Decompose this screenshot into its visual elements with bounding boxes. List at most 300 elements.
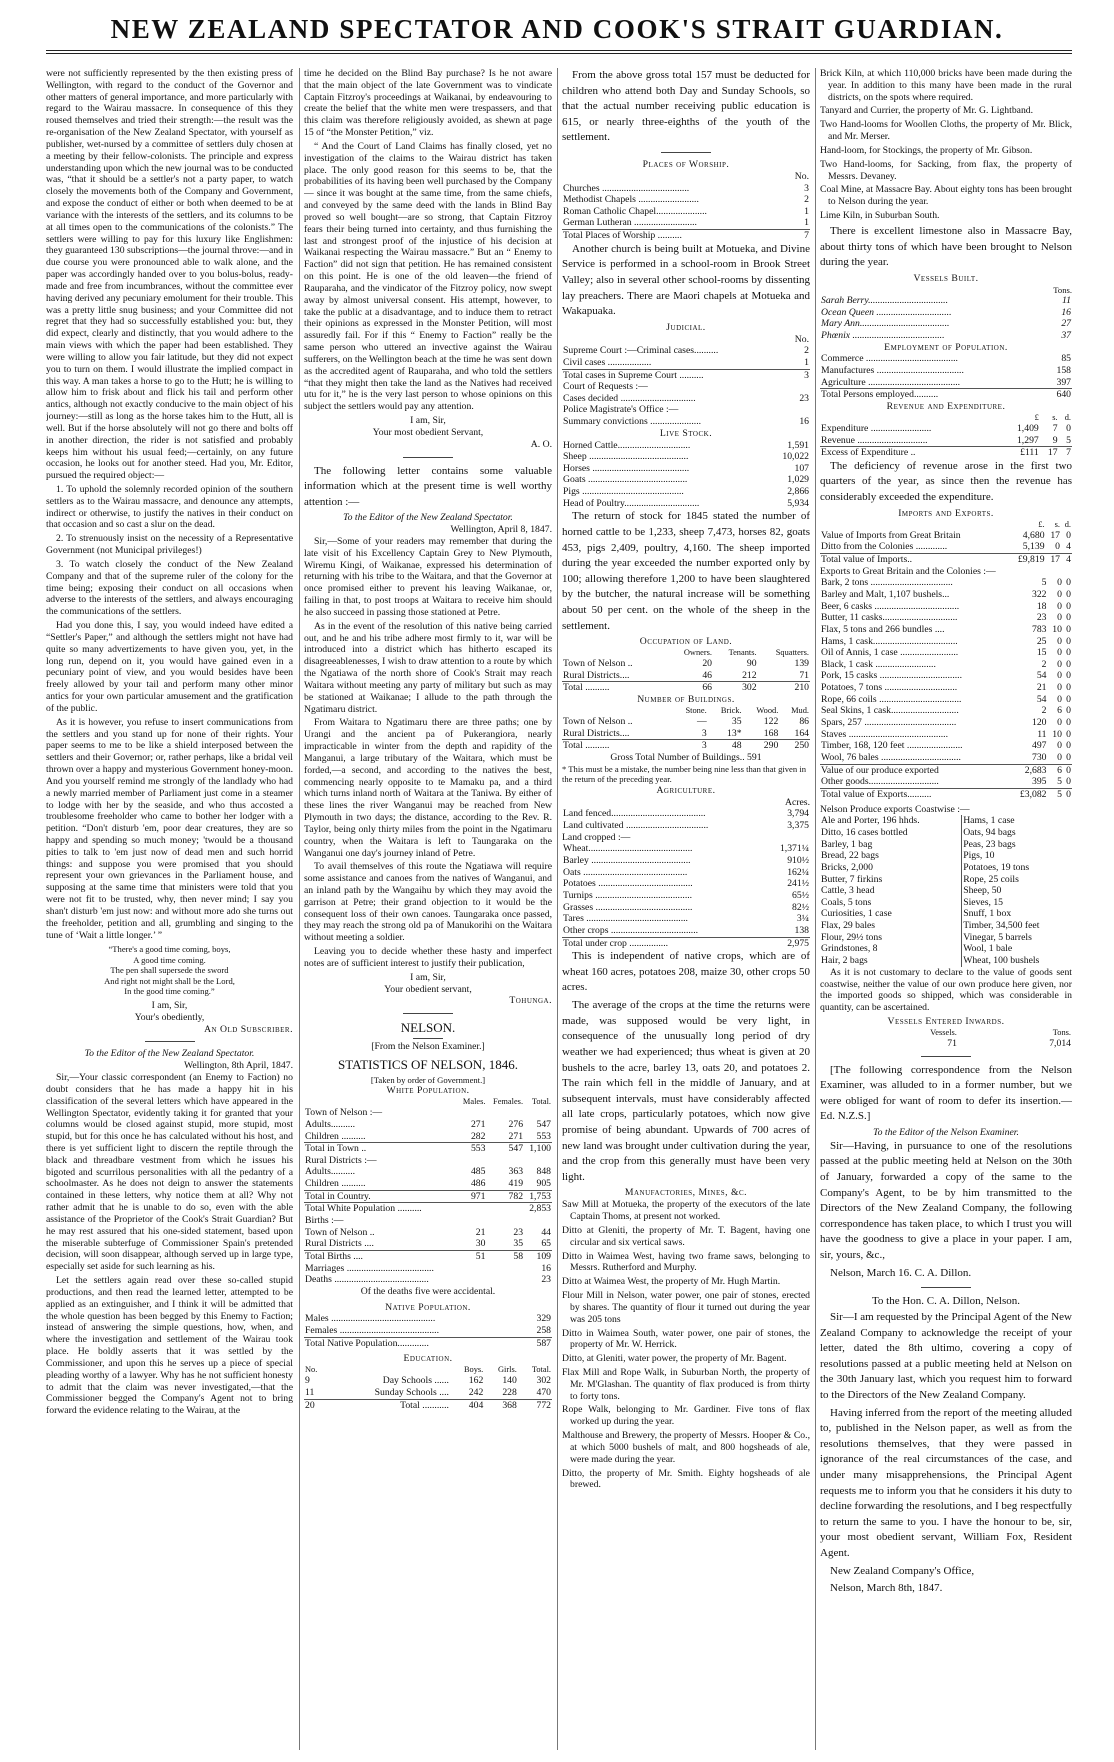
letter-heading: To the Hon. C. A. Dillon, Nelson.	[871, 1295, 1021, 1308]
col4-paragraph: Nelson, March 8th, 1847.	[830, 1582, 943, 1595]
table-cell: 3¼	[796, 913, 809, 925]
table-row	[820, 705, 1072, 717]
table-cell: 27	[1061, 318, 1071, 330]
table-cell: Vinegar, 5 barrels	[963, 931, 1032, 943]
table-cell: Pork, 15 casks ..................................	[821, 670, 963, 682]
table-cell: Potatoes, 7 tons ..............................	[821, 682, 958, 694]
table-cell: 0	[1066, 647, 1071, 659]
table-cell: 120	[1031, 717, 1047, 729]
table-row	[820, 682, 1072, 694]
separator	[403, 457, 453, 458]
table-row	[562, 206, 810, 218]
table-cell: Total ..........	[562, 682, 668, 694]
table-cell: Rural Districts :—	[305, 1154, 377, 1166]
masthead-title: NEW ZEALAND SPECTATOR AND COOK'S STRAIT GUARDIAN.	[110, 14, 1004, 44]
buildings-gross: Gross Total Number of Buildings.. 591	[610, 751, 762, 763]
col1-paragraph: Had you done this, I say, you would indeed have edited a “Settler's Paper,” and although the settlers might not have had quite so many advertizements to have given you, yet, in the long run, depend on it, you would have gained even in a pecuniary point of view, and you would besides have been freely allowed by your tail and perform many other minor antics for your own particular amusement and the gratification of the public.	[46, 620, 293, 714]
table-cell: 0	[1066, 635, 1071, 647]
table-row	[820, 636, 1072, 648]
table-cell: 1,591	[787, 439, 809, 451]
table-cell: 3	[701, 727, 707, 739]
table-row	[820, 874, 1072, 886]
table-cell: 0	[1066, 670, 1071, 682]
table-row	[304, 1119, 552, 1131]
col2-paragraph: Sir,—Some of your readers may remember that during the late visit of his Excellency Captain Grey to New Plymouth, Wiremu Kingi, of Waikanae, expressed his determination of returning with his tribe to the Waitara, and that the Governor at once promised either to prevent his leaving Waikanae, or, failing in that, to post troops at Waitara to receive him should he also succeed in passing those stationed at Petre.	[304, 535, 552, 618]
tons-header: Tons.	[1053, 284, 1072, 295]
table-cell: £3,082	[1010, 788, 1048, 800]
table-cell: 107	[794, 462, 809, 474]
table-cell: 35	[513, 1238, 524, 1250]
table-cell: 23	[541, 1274, 551, 1286]
table-cell: 1,371¼	[779, 843, 809, 855]
table-cell: 250	[779, 740, 810, 752]
table-cell: 162¼	[787, 866, 809, 878]
table-cell: Agriculture ......................................	[821, 376, 961, 388]
manufactories-list	[820, 68, 1072, 222]
table-cell	[458, 1215, 487, 1227]
table-cell: Goats .........................................	[563, 474, 688, 486]
col1-paragraph: 2. To strenuously insist on the necessity of a Representative Government (not Municipal privileges!)	[46, 533, 293, 557]
table-cell: 162	[468, 1375, 484, 1387]
table-cell: 5	[1066, 434, 1071, 446]
buildings-table	[562, 706, 810, 752]
table-cell: 23	[1036, 612, 1047, 624]
col4-paragraph: As it is not customary to declare to the value of goods sent coastwise, neither the value of our own produce here given, nor the imported goods so shipped, which was considerable in quantity, can be ascertained.	[820, 966, 1072, 1014]
table-cell	[486, 1203, 524, 1215]
table-cell: 1	[804, 205, 809, 217]
table-cell: 271	[470, 1118, 486, 1130]
column-1	[46, 68, 293, 1750]
table-row	[304, 1250, 552, 1262]
table-cell	[787, 404, 810, 416]
table-row	[562, 867, 810, 879]
table-cell: 0	[1066, 422, 1071, 434]
table-cell: 0	[1066, 529, 1071, 541]
list-item: Malthouse and Brewery, the property of Messrs. Hooper & Co., at which 5000 bushels of malt, and 800 hogsheads of ale, were made during the year.	[562, 1430, 810, 1465]
table-row	[820, 318, 1072, 330]
table-row	[820, 447, 1072, 459]
table-cell: No.	[794, 170, 809, 182]
table-cell: 258	[536, 1325, 551, 1337]
table-cell: Squatters.	[775, 648, 809, 658]
table-row	[304, 1155, 552, 1167]
table-cell: Methodist Chapels .........................	[563, 194, 699, 206]
table-row	[820, 612, 1072, 624]
table-row	[562, 463, 810, 475]
table-row	[304, 1190, 552, 1203]
table-row	[562, 682, 810, 694]
table-cell: 10	[1052, 623, 1062, 635]
list-item: Ditto at Waimea West, the property of Mr. Hugh Martin.	[562, 1276, 781, 1288]
table-row	[820, 389, 1072, 401]
table-cell: 54	[1036, 693, 1047, 705]
table-row	[820, 295, 1072, 307]
table-row	[304, 1313, 552, 1325]
table-cell: Seal Skins, 1 cask............................	[821, 705, 959, 717]
table-cell: Town of Nelson ..	[305, 1226, 375, 1238]
table-cell: Males ...........................................	[305, 1313, 436, 1325]
coastwise-title: Nelson Produce exports Coastwise :—	[820, 803, 970, 815]
table-row	[562, 808, 810, 820]
table-cell: 322	[1031, 588, 1047, 600]
table-row	[820, 717, 1072, 729]
table-cell: Bark, 2 tons ..................................	[821, 577, 953, 589]
signature: A. O.	[530, 438, 552, 450]
table-cell: 51	[458, 1250, 487, 1262]
table-cell: 7	[1052, 422, 1058, 434]
list-item: Saw Mill at Motueka, the property of the executors of the late Captain Thoms, at present not worked.	[562, 1199, 810, 1223]
table-cell: 25	[1036, 635, 1047, 647]
table-cell: 241½	[787, 878, 809, 890]
table-cell: 547	[536, 1118, 551, 1130]
table-cell: Sunday Schools ....	[374, 1386, 449, 1398]
table-row	[820, 897, 1072, 909]
table-cell: 35	[731, 716, 742, 727]
table-row	[820, 850, 1072, 862]
table-cell: 0	[1063, 764, 1072, 776]
table-cell: 65½	[792, 890, 809, 902]
table-row	[562, 404, 810, 416]
table-cell: Value of our produce exported	[820, 764, 1010, 776]
table-cell: 0	[1066, 623, 1071, 635]
table-cell	[304, 1097, 458, 1107]
table-row	[820, 423, 1072, 435]
table-caption: Judicial.	[666, 321, 706, 333]
table-cell: Town of Nelson :—	[305, 1107, 383, 1119]
table-cell: s.	[1054, 519, 1060, 529]
column-2	[304, 68, 552, 1750]
vessels-built-table	[820, 295, 1072, 342]
table-cell: 1	[804, 356, 809, 368]
table-cell: 71	[799, 669, 809, 681]
table-cell: 971	[458, 1190, 487, 1203]
table-cell: d.	[1064, 412, 1071, 422]
table-row	[562, 716, 810, 728]
table-cell: Males.	[462, 1097, 486, 1107]
table-cell: Beer, 6 casks ...................................	[821, 600, 960, 612]
table-row	[820, 815, 1072, 827]
source-note: [From the Nelson Examiner.]	[371, 1041, 485, 1053]
table-cell: 17	[1046, 553, 1061, 565]
table-cell: 419	[508, 1178, 524, 1190]
table-cell: 730	[1031, 751, 1047, 763]
land-cropped-label: Land cropped :—	[562, 831, 631, 843]
exports-table	[820, 577, 1072, 800]
table-cell: 0	[1066, 776, 1071, 788]
table-cell: 0	[1066, 705, 1071, 717]
column-divider-2	[557, 68, 558, 1750]
table-row	[820, 659, 1072, 671]
table-cell: 3	[804, 182, 809, 194]
list-item: Ditto, the property of Mr. Smith. Eighty hogsheads of ale brewed.	[562, 1467, 810, 1491]
vessels-inwards-table	[820, 1028, 1072, 1050]
table-row	[304, 1263, 552, 1275]
signoff-line: I am, Sir,	[151, 999, 188, 1011]
col3-paragraph: From the above gross total 157 must be deducted for children who attend both Day and Sunday Schools, so that the actual number receiving public education is 615, or nearly three-eighths of the youth of the settlement.	[562, 69, 810, 144]
table-row	[304, 1375, 552, 1387]
table-cell: 782	[486, 1190, 524, 1203]
table-cell: Sieves, 15	[963, 896, 1004, 908]
table-cell: 363	[508, 1166, 524, 1178]
table-row	[562, 728, 810, 740]
table-row	[562, 937, 810, 949]
table-cell: 16	[799, 416, 809, 428]
table-cell: Ocean Queen ...............................	[821, 306, 952, 318]
table-cell: 48	[708, 740, 743, 752]
table-cell: Oats, 94 bags	[963, 826, 1016, 838]
table-row	[304, 1203, 552, 1215]
table-cell	[486, 1107, 524, 1119]
table-cell: 9	[305, 1375, 310, 1387]
table-cell: 0	[1057, 635, 1062, 647]
table-cell: Owners.	[683, 648, 713, 658]
table-row	[562, 474, 810, 486]
table-cell: 82½	[792, 901, 809, 913]
table-row	[820, 553, 1072, 565]
table-cell: Flour, 29½ tons	[820, 932, 962, 944]
table-row	[562, 913, 810, 925]
table-row	[820, 943, 1072, 955]
table-cell: 140	[502, 1375, 517, 1387]
table-row	[820, 764, 1072, 776]
col2-paragraph: As in the event of the resolution of this native being carried out, and he and his tribe adhere most firmly to it, war will be introduced into a district which has hitherto escaped its disagreeablenesses, I wish to draw attention to a route by which the Ngatiawa of the north shore of Cook's Strait may reach Waitara without meeting any party of military but such as may be stationed at Waikanae; I allude to the path through the Ngatimaru district.	[304, 620, 552, 715]
table-cell: Children ..........	[305, 1178, 366, 1190]
list-item: Rope Walk, belonging to Mr. Gardiner. Five tons of flax worked up during the year.	[562, 1404, 810, 1428]
table-cell: 15	[1036, 647, 1047, 659]
table-cell: Coals, 5 tons	[820, 897, 962, 909]
table-cell	[524, 1155, 552, 1167]
verse-line: A good time coming.	[133, 954, 206, 965]
table-cell: 122	[763, 716, 779, 727]
table-cell: 0	[1066, 600, 1071, 612]
table-cell: 71	[947, 1037, 957, 1049]
acres-header: Acres.	[784, 796, 810, 808]
table-cell: 37	[1061, 330, 1071, 341]
table-caption: Number of Buildings.	[637, 694, 735, 706]
table-cell: 16	[541, 1262, 551, 1274]
col3-paragraph: This is independent of native crops, which are of wheat 160 acres, potatoes 208, maize 30, other crops 50 acres.	[562, 950, 810, 994]
table-row	[562, 843, 810, 855]
table-cell: 242	[468, 1386, 484, 1398]
table-cell: 139	[794, 658, 809, 670]
col4-paragraph: The deficiency of revenue arose in the first two quarters of the year, as since then the revenue has considerably exceeded the expenditure.	[820, 459, 1072, 504]
table-cell: 395	[1031, 776, 1047, 788]
table-row	[304, 1143, 552, 1155]
manufactories-list	[562, 1199, 810, 1491]
table-cell	[486, 1263, 524, 1275]
table-cell: 0	[1057, 647, 1062, 659]
col4-paragraph: [The following correspondence from the Nelson Examiner, was alluded to in a former number, but we were obliged for want of room to defer its insertion.—Ed. N.Z.S.]	[820, 1063, 1072, 1123]
table-row	[304, 1131, 552, 1143]
table-cell	[458, 1107, 487, 1119]
table-cell: Sheep .........................................	[563, 451, 689, 463]
table-cell: 2	[804, 345, 809, 357]
table-cell: Girls.	[498, 1365, 517, 1375]
table-cell: 6	[1048, 764, 1063, 776]
table-cell: Land cultivated ..................................	[563, 820, 709, 832]
table-caption: Live Stock.	[659, 427, 713, 439]
table-caption: Places of Worship.	[642, 159, 730, 171]
table-cell: Vessels.	[930, 1027, 957, 1037]
table-cell: 7,014	[1049, 1037, 1071, 1049]
table-cell: Births :—	[305, 1214, 344, 1226]
col3-paragraph: The return of stock for 1845 stated the number of horned cattle to be 1,233, sheep 7,473, horses 82, goats 453, pigs 2,409, poultry, 4,160. The sheep imported during the year exceeded the number exported only by 100; allowing therefore 1,200 to have been slaughtered by the butcher, the natural increase will be something about 50 per cent. on the whole of the sheep in the settlement.	[562, 510, 810, 632]
table-cell: 1,029	[787, 474, 809, 486]
list-item: Tanyard and Currier, the property of Mr. G. Lightband.	[820, 105, 1034, 117]
table-cell: Total in Town ..	[304, 1143, 458, 1155]
stats-title: STATISTICS OF NELSON, 1846.	[338, 1056, 518, 1072]
table-cell: 302	[536, 1375, 551, 1387]
table-cell: 11	[305, 1386, 315, 1398]
table-cell: Total value of Exports..........	[820, 788, 1010, 800]
table-row	[562, 440, 810, 452]
table-cell: Deaths .......................................	[305, 1274, 429, 1286]
table-cell: 7	[1059, 447, 1072, 459]
table-cell: No.	[305, 1365, 318, 1375]
table-cell: Supreme Court :—Criminal cases..........	[563, 345, 719, 357]
table-cell: 0	[1066, 658, 1071, 670]
table-row	[304, 1215, 552, 1227]
table-cell: Total value of Imports..	[820, 553, 1008, 565]
exports-title: Exports to Great Britain and the Colonies :—	[820, 565, 996, 577]
table-cell: 2,683	[1010, 764, 1048, 776]
table-cell: 2,975	[764, 937, 810, 949]
table-cell: Summary convictions .....................	[563, 416, 702, 428]
table-row	[820, 577, 1072, 589]
table-row	[304, 1325, 552, 1337]
table-cell: 90	[746, 658, 757, 670]
table-cell: Potatoes, 19 tons	[963, 861, 1030, 873]
table-cell: 6	[1057, 705, 1062, 717]
col3-paragraph: The average of the crops at the time the returns were made, was supposed would be very light, in consequence of the unusually long period of dry weather we had experienced; thus wheat is given at 20 bushels to the acre, barley 13, oats 20, and potatoes 2. The rain which fell in the middle of January, and at subsequent intervals, must have considerably affected all late crops, particularly potatoes, which now give promise of being abundant. Upwards of 700 acres of new land was brought under cultivation during the year, and the crop from this generally must have been very light.	[562, 999, 810, 1183]
table-cell: Rope, 25 coils	[963, 873, 1019, 885]
table-row	[304, 1178, 552, 1190]
table-cell: 228	[502, 1386, 517, 1398]
table-row	[304, 1166, 552, 1178]
table-cell: Butter, 11 casks...............................	[821, 612, 958, 624]
table-row	[820, 330, 1072, 342]
livestock-table	[562, 440, 810, 510]
table-cell: Horned Cattle..............................	[563, 439, 691, 451]
table-cell: 2,866	[787, 486, 809, 498]
employment-table	[820, 353, 1072, 401]
table-cell: 10	[1052, 728, 1062, 740]
section-title: NELSON.	[400, 1020, 456, 1036]
table-cell: 30	[475, 1238, 486, 1250]
table-row	[304, 1227, 552, 1239]
table-cell: 5,139	[1022, 541, 1045, 553]
table-cell: Wheat, 100 bushels	[963, 955, 1040, 967]
table-cell	[458, 1263, 487, 1275]
table-row	[820, 530, 1072, 542]
col1-paragraph: Let the settlers again read over these so-called stupid productions, and then read the learned letter, attempted to be applied as an extinguisher, and I think it will be admitted that the whole question has been begged by this Enemy to Faction; instead of answering the simple questions, how, when, and where the investigation and settlement of the Wairau took place. He boldly asserts that it was settled by the Commissioner, and upon this he serves up a piece of special pleading worthy of a lawyer. Why has he not sufficient honesty to admit that the claim was never investigated,—that the Commissioner begged the Company's Agent not to bring forward the evidence relating to the Wairau, at the	[46, 1275, 293, 1417]
table-cell	[486, 1215, 524, 1227]
table-cell: Potatoes .......................................	[563, 878, 693, 890]
table-cell: 485	[470, 1166, 486, 1178]
table-row	[562, 451, 810, 463]
table-cell: 0	[1063, 788, 1072, 800]
letter-heading: To the Editor of the New Zealand Spectator.	[84, 1048, 255, 1060]
table-cell: 368	[484, 1399, 518, 1411]
table-cell	[787, 381, 810, 393]
table-cell: Barley .........................................	[563, 855, 691, 867]
table-cell: 21	[475, 1226, 486, 1238]
table-cell: Total in Country.	[304, 1190, 458, 1203]
table-cell: Hams, 1 cask...................................	[821, 635, 958, 647]
list-item: Ditto in Waimea South, water power, one pair of stones, the property of Mr. W. Herrick.	[562, 1327, 810, 1351]
table-cell: 3	[672, 740, 708, 752]
table-cell	[562, 706, 672, 716]
table-row	[304, 1387, 552, 1399]
table-cell: Court of Requests :—	[563, 381, 648, 393]
table-cell: Black, 1 cask .........................	[821, 658, 936, 670]
table-cell: Town of Nelson ..	[563, 658, 633, 670]
occupation-table	[562, 648, 810, 694]
table-row	[820, 377, 1072, 389]
table-row	[820, 729, 1072, 741]
separator	[403, 1013, 453, 1014]
table-caption: Revenue and Expenditure.	[886, 401, 1006, 413]
table-cell: 276	[508, 1118, 524, 1130]
table-caption: White Population.	[386, 1085, 470, 1097]
table-cell: 58	[486, 1250, 524, 1262]
table-row	[820, 353, 1072, 365]
table-cell: Snuff, 1 box	[963, 908, 1012, 920]
column-divider-1	[299, 68, 300, 1750]
verse-line: In the good time coming.”	[124, 986, 215, 997]
table-cell: 1	[804, 217, 809, 229]
list-item: Ditto, at Gleniti, water power, the property of Mr. Bagent.	[562, 1353, 787, 1365]
table-caption: Native Population.	[385, 1301, 471, 1313]
table-cell: Revenue .............................	[821, 434, 928, 446]
table-cell: 13*	[727, 727, 742, 739]
imports-table	[820, 520, 1072, 566]
table-cell: 2	[1041, 705, 1047, 717]
table-cell: 0	[1057, 693, 1062, 705]
table-row	[820, 670, 1072, 682]
table-cell: £111	[1001, 447, 1039, 459]
table-cell: Rope, 66 coils ..................................	[821, 693, 962, 705]
table-cell: 0	[1055, 541, 1060, 553]
table-cell: 168	[763, 727, 779, 739]
table-row	[562, 486, 810, 498]
table-cell: Butter, 7 firkins	[820, 874, 962, 886]
table-cell: 0	[1057, 658, 1062, 670]
table-row	[820, 740, 1072, 752]
table-cell: Oil of Annis, 1 case ........................	[821, 647, 959, 659]
native-population-table	[304, 1313, 552, 1349]
table-cell: 210	[758, 682, 810, 694]
table-cell: Tares ..........................................	[563, 913, 688, 925]
table-row	[820, 862, 1072, 874]
table-cell: 17	[1040, 447, 1059, 459]
table-cell: Wool, 76 bales .................................	[821, 751, 961, 763]
table-cell: 44	[541, 1226, 551, 1238]
table-cell: 3	[787, 369, 810, 381]
table-cell: Excess of Expenditure ..	[820, 447, 1001, 459]
table-row	[562, 171, 810, 183]
table-caption: Agriculture.	[656, 784, 716, 796]
table-cell: Total ...........	[327, 1399, 450, 1411]
table-cell: Rural Districts....	[563, 669, 630, 681]
table-cell: 109	[524, 1250, 552, 1262]
table-cell: 0	[1057, 600, 1062, 612]
table-cell: Children ..........	[305, 1130, 366, 1142]
table-cell: 7	[785, 230, 810, 242]
table-cell: Females.	[493, 1097, 524, 1107]
table-cell: Grasses ........................................	[563, 901, 693, 913]
table-cell: £	[1034, 412, 1039, 422]
